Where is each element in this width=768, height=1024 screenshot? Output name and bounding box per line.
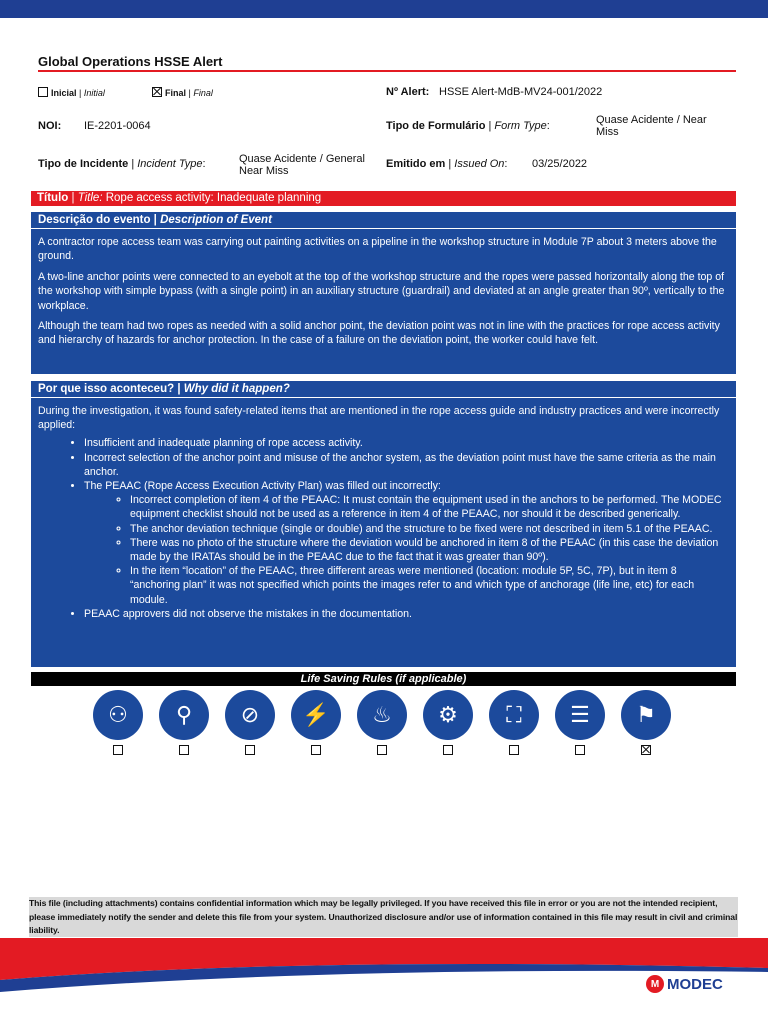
event-title: Rope access activity: Inadequate planning [105,192,322,204]
why-sub-bullet: ◦ The anchor deviation technique (single or double) and the structure to be fixed were not described in item 5.1 of the PEAAC. [130,522,729,536]
life-saving-rule-checkbox[interactable] [245,745,255,755]
final-label-en: Final [193,88,213,98]
suspended-load-icon: ⚲ [159,690,209,740]
life-saving-rule-checkbox[interactable] [311,745,321,755]
why-heading: Por que isso aconteceu? | Why did it happen? [31,381,736,398]
life-saving-rule-checkbox[interactable] [641,745,651,755]
life-saving-rules-heading: Life Saving Rules (if applicable) [31,672,736,686]
life-saving-rule [223,690,277,760]
form-type-value: Quase Acidente / Near Miss [596,114,707,138]
description-paragraph: A contractor rope access team was carrying out painting activities on a pipeline in the workshop structure in Module 7P about 3 meters above the ground. [38,236,717,263]
incident-type-label: Tipo de Incidente | Incident Type: [38,158,206,170]
why-sub-bullet: ◦ There was no photo of the structure where the deviation would be anchored in item 8 of the PEAAC (in this case the deviation made by the IRATAs should be in the PEAAC due to the fact that it was greater than 90º). [130,536,729,564]
life-saving-rule-checkbox[interactable] [443,745,453,755]
modec-logo [646,975,723,993]
modec-logo-text: MODEC [667,975,723,993]
description-heading: Descrição do evento | Description of Event [31,212,736,229]
hot-work-icon: ♨ [357,690,407,740]
no-drugs-alcohol-icon: ⊘ [225,690,275,740]
life-saving-rule [619,690,673,760]
issued-value: 03/25/2022 [532,158,588,170]
status-initial: Inicial | Initial [38,87,105,99]
final-checkbox[interactable] [152,87,162,97]
why-bullet: • PEAAC approvers did not observe the mistakes in the documentation. [84,607,729,621]
why-sub-bullet: ◦ In the item “location” of the PEAAC, three different areas were mentioned (location: module 5P, 5C, 7P), but in item 8 “anchoring plan” it was not specified which points the images refer to and which type of anchorage (life line, etc) for each module. [130,564,729,607]
life-saving-rule [157,690,211,760]
energy-isolation-icon: ⚡ [291,690,341,740]
life-saving-rule [289,690,343,760]
top-brand-bar [0,0,768,18]
noi-value: IE-2201-0064 [84,120,151,132]
noi-label: NOI: [38,120,62,132]
life-saving-rule-checkbox[interactable] [377,745,387,755]
initial-checkbox[interactable] [38,87,48,97]
life-saving-rule [553,690,607,760]
life-saving-rule [355,690,409,760]
modec-logo-mark: M [646,975,664,993]
initial-label: Inicial [51,88,77,98]
life-saving-rule-checkbox[interactable] [509,745,519,755]
incident-type-value: Quase Acidente / General Near Miss [239,153,365,177]
life-saving-rule [91,690,145,760]
life-saving-rule [421,690,475,760]
bypass-safety-controls-icon: ⚙ [423,690,473,740]
confidentiality-disclaimer: This file (including attachments) contains confidential information which may be legally privileged. If you have received this file in error or you are not the intended recipient, please immediately notify the sender and delete this file from your system. Unauthorized disclosure and/or use of information contained in this file may result in civil and criminal liability. [29,898,738,935]
task-planning-checklist-icon: ☰ [555,690,605,740]
description-paragraph: A two-line anchor points were connected to an eyebolt at the top of the workshop structure and the ropes were passed horizontally along the top of the workshop with simple bypass (with a single point) in an auxiliary structure (guardrail) and deviated at an angle greater than 90º, vertically to the workplace. [38,270,725,312]
title-bar: Título | Title: Rope access activity: Inadequate planning [31,191,736,206]
alert-no-value: HSSE Alert-MdB-MV24-001/2022 [439,86,603,98]
why-sub-bullet: ◦ Incorrect completion of item 4 of the PEAAC: It must contain the equipment used in the anchors to be performed. The MODEC equipment checklist should not be used as a reference in item 4 of the PEAAC, nor should it be described generically. [130,493,729,521]
life-saving-rule-checkbox[interactable] [113,745,123,755]
status-final: Final | Final [152,87,213,99]
why-bullet: • Insufficient and inadequate planning of rope access activity. [84,436,729,450]
life-saving-rule-checkbox[interactable] [575,745,585,755]
working-at-height-icon: ⚑ [621,690,671,740]
life-saving-rule [487,690,541,760]
permit-to-work-icon: ⚇ [93,690,143,740]
initial-label-en: Initial [83,88,105,98]
title-divider [38,70,736,72]
why-panel [31,381,736,667]
line-of-fire-icon: ⛶ [489,690,539,740]
form-type-label: Tipo de Formulário | Form Type: [386,120,550,132]
life-saving-rules-icons [91,690,691,754]
issued-label: Emitido em | Issued On: [386,158,508,170]
document-title: Global Operations HSSE Alert [38,54,223,69]
why-bullet: • Incorrect selection of the anchor point and misuse of the anchor system, as the deviation point must have the same criteria as the main anchor. [84,451,729,479]
description-paragraph: Although the team had two ropes as needed with a solid anchor point, the deviation point was not in line with the practices for rope access activity and hierarchy of hazards for anchor protection. In the case of a failure on the deviation point, the worker could have felt. [38,320,720,347]
why-intro: During the investigation, it was found safety-related items that are mentioned in the rope access guide and industry practices and were incorrectly applied: [38,405,720,432]
description-panel [31,212,736,374]
life-saving-rule-checkbox[interactable] [179,745,189,755]
why-bullet: • The PEAAC (Rope Access Execution Activity Plan) was filled out incorrectly: ◦ Incorrect completion of item 4 of the PEAAC: It must contain the equipment used in the anchors to be performed. The MODEC equipment checklist should not be used as a reference in item 4 of the PEAAC, nor should it be described generically. ◦ The anchor deviation technique (single or double) and the structure to be fixed were not described in item 5.1 of the PEAAC. ◦ There was no photo of the structure where the deviation would be anchored in item 8 of the PEAAC (in this case the deviation made by the IRATAs should be in the PEAAC due to the fact that it was greater than 90º). ◦ In the item “location” of the PEAAC, three different areas were mentioned (location: module 5P, 5C, 7P), but in item 8 “anchoring plan” it was not specified which points the images refer to and which type of anchorage (life line, etc) for each module. [84,479,729,607]
final-label: Final [165,88,187,98]
alert-no-label: Nº Alert: [386,86,430,98]
